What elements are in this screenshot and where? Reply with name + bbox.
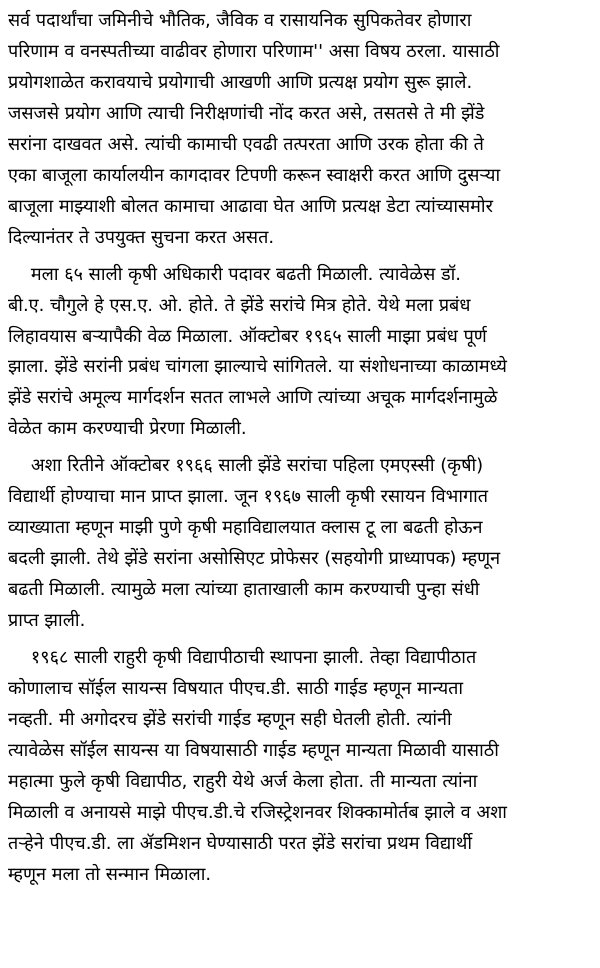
text-line: नव्हती. मी अगोदरच झेंडे सरांची गाईड म्हणून सही घेतली होती. त्यांनी [8, 708, 452, 730]
text-line: प्राप्त झाली. [8, 610, 86, 632]
text-line: विद्यार्थी होण्याचा मान प्राप्त झाला. जून १९६७ साली कृषी रसायन विभागात [8, 486, 489, 508]
text-line: कोणालाच सॉईल सायन्स विषयात पीएच.डी. साठी गाईड म्हणून मान्यता [8, 678, 464, 700]
text-line: १९६८ साली राहुरी कृषी विद्यापीठाची स्थापना झाली. तेव्हा विद्यापीठात [8, 647, 477, 669]
text-line: परिणाम व वनस्पतीच्या वाढीवर होणारा परिणाम'' असा विषय ठरला. यासाठी [8, 40, 500, 62]
text-line: बी.ए. चौगुले हे एस.ए. ओ. होते. ते झेंडे सरांचे मित्र होते. येथे मला प्रबंध [8, 294, 471, 316]
text-line: सरांना दाखवत असे. त्यांची कामाची एवढी तत्परता आणि उरक होता की ते [8, 133, 484, 155]
text-line: मिळाली व अनायसे माझे पीएच.डी.चे रजिस्ट्रेशनवर शिक्कामोर्तब झाले व अशा [8, 801, 507, 823]
text-line: बढती मिळाली. त्यामुळे मला त्यांच्या हाताखाली काम करण्याची पुन्हा संधी [8, 579, 480, 601]
text-line: व्याख्याता म्हणून माझी पुणे कृषी महाविद्यालयात क्लास टू ला बढती होऊन [8, 517, 483, 539]
text-line: म्हणून मला तो सन्मान मिळाला. [8, 863, 212, 885]
text-line: जसजसे प्रयोग आणि त्याची निरीक्षणांची नोंद करत असे, तसतसे ते मी झेंडे [8, 102, 485, 124]
paragraph-4 [8, 643, 590, 891]
paragraph-2 [8, 260, 590, 446]
text-line: एका बाजूला कार्यालयीन कागदावर टिपणी करून स्वाक्षरी करत आणि दुसऱ्या [8, 164, 501, 186]
text-line: तऱ्हेने पीएच.डी. ला ॲडमिशन घेण्यासाठी परत झेंडे सरांचा प्रथम विद्यार्थी [8, 832, 473, 854]
paragraph-1 [8, 6, 590, 254]
text-line: प्रयोगशाळेत करावयाचे प्रयोगाची आखणी आणि प्रत्यक्ष प्रयोग सुरू झाले. [8, 71, 473, 93]
text-line: झेंडे सरांचे अमूल्य मार्गदर्शन सतत लाभले आणि त्यांच्या अचूक मार्गदर्शनामुळे [8, 387, 498, 409]
text-line: महात्मा फुले कृषी विद्यापीठ, राहुरी येथे अर्ज केला होता. ती मान्यता त्यांना [8, 770, 478, 792]
text-line: दिल्यानंतर ते उपयुक्त सुचना करत असत. [8, 226, 275, 248]
text-line: सर्व पदार्थांचा जमिनीचे भौतिक, जैविक व रासायनिक सुपिकतेवर होणारा [8, 10, 472, 31]
text-line: त्यावेळेस सॉईल सायन्स या विषयासाठी गाईड म्हणून मान्यता मिळावी यासाठी [8, 739, 499, 761]
paragraph-3 [8, 451, 590, 637]
text-line: मला ६५ साली कृषी अधिकारी पदावर बढती मिळाली. त्यावेळेस डॉ. [8, 263, 462, 285]
text-line: अशा रितीने ऑक्टोबर १९६६ साली झेंडे सरांचा पहिला एमएस्सी (कृषी) [8, 455, 484, 477]
text-line: झाला. झेंडे सरांनी प्रबंध चांगला झाल्याचे सांगितले. या संशोधनाच्या काळामध्ये [8, 356, 507, 378]
text-line: बाजूला माझ्याशी बोलत कामाचा आढावा घेत आणि प्रत्यक्ष डेटा त्यांच्यासमोर [8, 195, 493, 217]
text-line: बदली झाली. तेथे झेंडे सरांना असोसिएट प्रोफेसर (सहयोगी प्राध्यापक) म्हणून [8, 548, 501, 570]
text-line: लिहावयास बऱ्यापैकी वेळ मिळाला. ऑक्टोबर १९६५ साली माझा प्रबंध पूर्ण [8, 325, 487, 347]
text-line: वेळेत काम करण्याची प्रेरणा मिळाली. [8, 418, 247, 440]
